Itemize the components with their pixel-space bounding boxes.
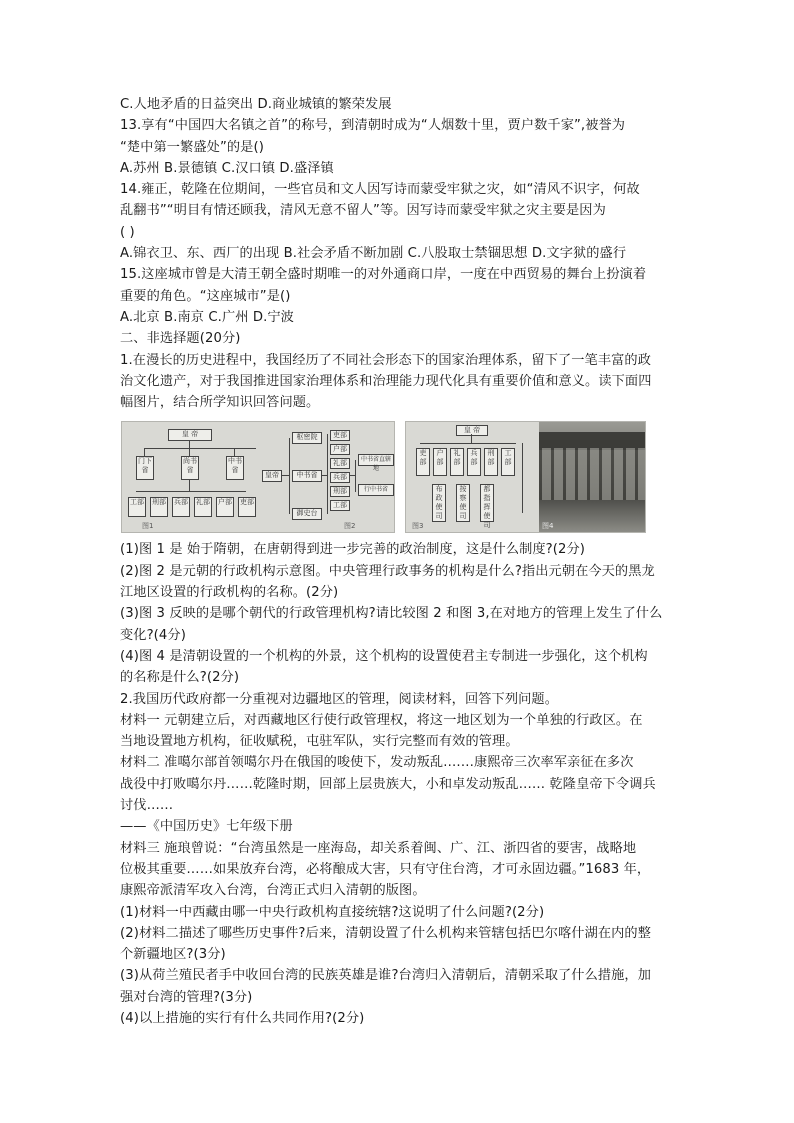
fig2-ministry-box: 工部 — [330, 500, 350, 511]
text-line: “楚中第一繁盛处”的是() — [120, 139, 264, 155]
text-line: 强对台湾的管理?(3分) — [120, 989, 253, 1005]
fig3-side-box: 都指挥使司 — [480, 484, 494, 522]
fig3-side-box: 布政使司 — [432, 484, 446, 522]
text-line: (3)从荷兰殖民者手中收回台湾的民族英雄是谁?台湾归入清朝后，清朝采取了什么措施，加 — [120, 968, 652, 984]
text-line: 材料二 准噶尔部首领噶尔丹在俄国的唆使下，发动叛乱.……康熙帝三次率军亲征在多次 — [120, 755, 634, 771]
text-line: (4)图 4 是清朝设置的一个机构的外景，这个机构的设置使君主专制进一步强化，这个机构 — [120, 648, 648, 664]
text-line: 材料三 施琅曾说：“台湾虽然是一座海岛，却关系着闽、广、江、浙四省的要害，战略地 — [120, 840, 637, 856]
text-line: 材料一 元朝建立后，对西藏地区行使行政管理权，将这一地区划为一个单独的行政区。在 — [120, 712, 643, 728]
fig1-ministry-box: 礼部 — [194, 497, 212, 517]
fig1-ministry-box: 户部 — [216, 497, 234, 517]
fig1-mid-box: 尚书省 — [181, 456, 199, 480]
text-line: 的名称是什么?(2分) — [120, 670, 240, 686]
text-line: (1)材料一中西藏由哪一中央行政机构直接统辖?这说明了什么问题?(2分) — [120, 904, 545, 920]
text-line: (4)以上措施的实行有什么共同作用?(2分) — [120, 1010, 365, 1026]
text-line: 15.这座城市曾是大清王朝全盛时期唯一的对外通商口岸，一度在中西贸易的舞台上扮演着 — [120, 267, 647, 283]
question-block-bottom — [120, 539, 680, 1029]
fig3-emperor-box: 皇 帝 — [456, 425, 488, 436]
text-line: C.人地矛盾的日益突出 D.商业城镇的繁荣发展 — [120, 97, 392, 112]
fig2-ministry-box: 兵部 — [330, 472, 350, 483]
fig1-ministry-box: 吏部 — [238, 497, 256, 517]
fig4-caption: 图4 — [542, 522, 554, 531]
fig1-ministry-box: 兵部 — [172, 497, 190, 517]
text-line: 幅图片，结合所学知识回答问题。 — [120, 395, 320, 411]
fig1-caption: 图1 — [142, 522, 154, 531]
fig1-mid-box: 中书省 — [226, 456, 244, 480]
text-line: (1)图 1 是 始于隋朝，在唐朝得到进一步完善的政治制度，这是什么制度?(2分) — [120, 542, 586, 558]
text-line: (2)材料二描述了哪些历史事件?后来，清朝设置了什么机构来管辖包括巴尔喀什湖在内的整 — [120, 925, 652, 941]
text-line: 重要的角色。“这座城市”是() — [120, 288, 291, 304]
text-line: A.苏州 B.景德镇 C.汉口镇 D.盛泽镇 — [120, 160, 334, 176]
text-line: 位极其重要……如果放弃台湾，必将酿成大害，只有守住台湾，才可永固边疆。”1683 年， — [120, 861, 651, 877]
text-line: 变化?(4分) — [120, 627, 186, 643]
text-line: 2.我国历代政府都一分重视对边疆地区的管理，阅读材料，回答下列问题。 — [120, 691, 558, 707]
fig3-side-box: 按察使司 — [456, 484, 470, 522]
figure-3-4-image — [405, 421, 646, 533]
text-line: 14.雍正，乾隆在位期间，一些官员和文人因写诗而蒙受牢狱之灾，如“清风不识字，何故 — [120, 182, 640, 198]
fig3-caption: 图3 — [412, 522, 424, 531]
text-line: ——《中国历史》七年级下册 — [120, 819, 293, 835]
fig2-ministry-box: 吏部 — [330, 430, 350, 441]
text-line: 讨伐…… — [120, 798, 174, 814]
fig3-ministry-box: 户部 — [433, 448, 447, 476]
document-page — [120, 94, 680, 1029]
text-line: A.锦衣卫、东、西厂的出现 B.社会矛盾不断加剧 C.八股取士禁锢思想 D.文字狱的盛行 — [120, 246, 627, 262]
fig2-caption: 图2 — [344, 522, 356, 531]
fig3-ministry-box: 刑部 — [484, 448, 498, 476]
text-line: (3)图 3 反映的是哪个朝代的行政管理机构?请比较图 2 和图 3,在对地方的管理上发生了什么 — [120, 606, 663, 622]
fig2-ministry-box: 刑部 — [330, 486, 350, 497]
text-line: 当地设置地方机构，征收赋税，屯驻军队，实行完整而有效的管理。 — [120, 734, 519, 750]
text-line: (2)图 2 是元朝的行政机构示意图。中央管理行政事务的机构是什么?指出元朝在今天的黑龙 — [120, 563, 655, 579]
fig2-far-box: 中书省直辖地 — [358, 454, 394, 466]
fig1-mid-box: 门下省 — [136, 456, 154, 480]
text-line: A.北京 B.南京 C.广州 D.宁波 — [120, 309, 294, 325]
text-line: 乱翻书”“明目有情还顾我，清风无意不留人”等。因写诗而蒙受牢狱之灾主要是因为 — [120, 203, 606, 219]
fig1-emperor-box: 皇 帝 — [168, 429, 212, 441]
fig1-ministry-box: 工部 — [128, 497, 146, 517]
text-line: 治文化遗产，对于我国推进国家治理体系和治理能力现代化具有重要价值和意义。读下面四 — [120, 373, 652, 389]
fig1-ministry-box: 刑部 — [150, 497, 168, 517]
fig3-ministry-box: 礼部 — [450, 448, 464, 476]
fig2-left-box: 枢密院 — [292, 432, 322, 444]
fig3-ministry-box: 兵部 — [467, 448, 481, 476]
fig2-left-box: 中书省 — [292, 470, 322, 482]
fig2-ministry-box: 户部 — [330, 444, 350, 455]
fig3-ministry-box: 吏部 — [416, 448, 430, 476]
fig3-ministry-box: 工部 — [501, 448, 515, 476]
question-block-top — [120, 94, 680, 413]
text-line: 1.在漫长的历史进程中，我国经历了不同社会形态下的国家治理体系，留下了一笔丰富的政 — [120, 352, 651, 368]
text-line: 康熙帝派清军攻入台湾，台湾正式归入清朝的版图。 — [120, 883, 426, 899]
figure-1-2-image — [121, 421, 395, 533]
fig2-far-box: 行中书省 — [358, 484, 394, 496]
text-line: 战役中打败噶尔丹……乾隆时期，回部上层贵族大，小和卓发动叛乱…… 乾隆皇帝下令调兵 — [120, 776, 656, 792]
text-line: 二、非选择题(20分) — [120, 331, 241, 347]
fig2-emperor-box: 皇帝 — [262, 470, 282, 482]
text-line: 江地区设置的行政机构的名称。(2分) — [120, 585, 339, 601]
fig4-photo — [539, 422, 645, 532]
text-line: 13.享有“中国四大名镇之首”的称号，到清朝时成为“人烟数十里，贾户数千家”,被誉为 — [120, 118, 626, 134]
fig2-ministry-box: 礼部 — [330, 458, 350, 469]
figure-row — [120, 421, 680, 533]
fig2-left-box: 御史台 — [292, 508, 322, 520]
text-line: 个新疆地区?(3分) — [120, 947, 226, 963]
text-line: ( ) — [120, 224, 135, 240]
